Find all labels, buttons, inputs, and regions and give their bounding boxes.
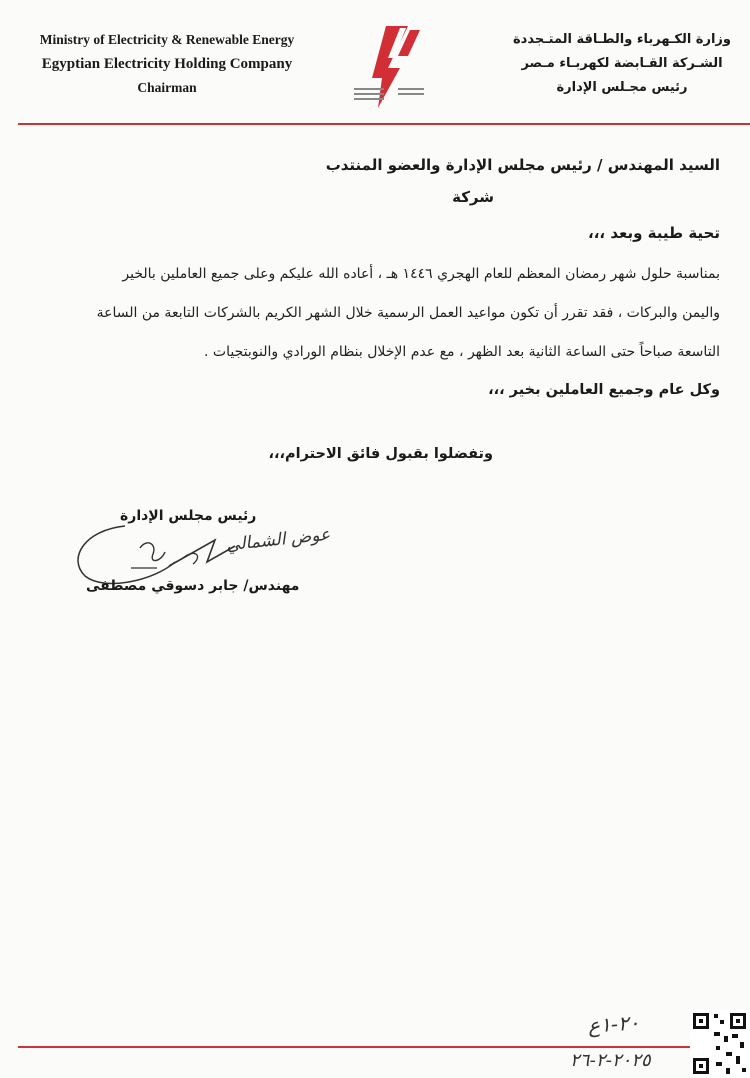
company-line: شركة [452,188,494,206]
company-name-en: Egyptian Electricity Holding Company [41,56,293,72]
body-line-1: بمناسبة حلول شهر رمضان المعظم للعام الهجري ١٤٤٦ هـ ، أعاده الله عليكم وعلى جميع العاملين بالخير [122,266,720,282]
closing-line: وتفضلوا بقبول فائق الاحترام،،، [268,446,493,462]
body-line-2: واليمن والبركات ، فقد تقرر أن تكون مواعيد العمل الرسمية خلال الشهر الكريم بالشركات التابعة من الساعة [96,305,720,321]
body-line-3: التاسعة صباحاً حتى الساعة الثانية بعد الظهر ، مع عدم الإخلال بنظام الورادي والنوبتجيات . [204,344,720,360]
handwritten-note: عوض الشمالي [225,524,332,556]
greeting: تحية طيبة وبعد ،،، [588,224,720,242]
header-arabic [502,28,742,100]
handwritten-number: ٢٠-١ع [587,1010,641,1038]
header-english [22,28,312,100]
addressee-line: السيد المهندس / رئيس مجلس الإدارة والعضو المنتدب [325,156,720,174]
handwritten-date: ٢٠٢٥-٢-٢٦ [570,1050,651,1071]
signature-title: رئيس مجلس الإدارة [120,508,257,524]
ministry-name-en: Ministry of Electricity & Renewable Energy [39,32,295,47]
company-logo-icon [348,22,438,110]
ministry-name-ar: وزارة الكـهرباء والطـاقة المتـجددة [512,32,731,47]
role-ar: رئيس مجـلس الإدارة [556,80,688,95]
header-divider [18,123,750,125]
wishes-line: وكل عام وجميع العاملين بخير ،،، [488,382,720,398]
footer-divider [18,1046,750,1048]
company-name-ar: الشـركة القـابضة لكهربـاء مـصر [521,56,723,71]
role-en: Chairman [137,80,197,95]
signatory-name: مهندس/ جابر دسوقي مصطفى [86,578,300,594]
qr-code-icon [690,1010,750,1078]
